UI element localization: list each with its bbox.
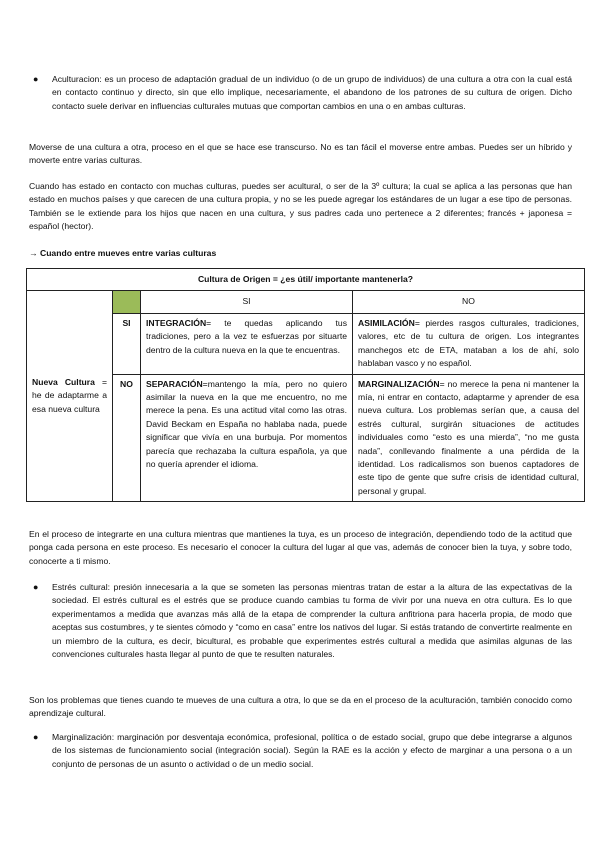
asimilacion-cell — [353, 314, 585, 375]
estres-cultural-paragraph: Estrés cultural: presión innecesaria a la que se someten las personas mientras tratan de estar a la altura de las expectativas de la sociedad. El estrés cultural es el estrés que se produce cuando cambias tu forma de vivir por una nueva en otra cultura. Es lo que experimentamos a medida que avanzas más allá de la etapa de comprender la cultura anfitriona para hacerla propia, de modo que aceptas sus costumbres, y te sientes cómodo y “como en casa” entre los nativos del lugar. Si estás tratando de convertirte realmente en un miembro de la cultura, es decir, bicultural, es probable que experimentes estrés cultural a medida que asimilas algunas de las convenciones culturales hasta llegar al punto de que te resulten naturales. — [52, 582, 572, 660]
row-label-rest: = he de adaptarme a esa nueva cultura — [32, 377, 108, 414]
row-no-label: NO — [113, 374, 141, 502]
moverse-paragraph: Moverse de una cultura a otra, proceso en el que se hace ese transcurso. No es tan fácil el moverse entre ambas. Puedes ser un híbrido y moverte entre varias culturas. — [29, 142, 572, 166]
green-corner-cell — [113, 291, 141, 314]
bullet-2-icon: ● — [33, 582, 39, 592]
marginalizacion-title: MARGINALIZACIÓN — [358, 378, 440, 389]
integracion-paragraph: En el proceso de integrarte en una cultura mientras que mantienes la tuya, es un proceso de integración, dependiendo todo de la actitud que ponga cada persona en este proceso. Es necesario el conocer la cultura del lugar al que vas, además de conocer bien la tuya, y sobre todo, conocerte a ti mismo. — [29, 529, 572, 566]
section-heading: → Cuando entre mueves entre varias culturas — [29, 248, 217, 258]
acculturation-table — [26, 268, 585, 502]
asimilacion-text: = pierdes rasgos culturales, tradiciones, valores, etc de tu cultura de origen. Los integrantes manchegos etc de ETA, mataban a los de ahí, solo hablaban vasco y no español. — [358, 318, 579, 369]
bullet-3-icon: ● — [33, 732, 39, 742]
integracion-title: INTEGRACIÓN — [146, 318, 207, 328]
table-header-row — [27, 269, 585, 291]
bullet-1-icon: ● — [33, 74, 39, 84]
marginalizacion-text: = no merece la pena ni mantener la mía, ni entrar en contacto, adaptarme y aprender de esa nueva cultura. Los problemas serían que, a causa del estrés cultural, surgirán situaciones de actitudes individuales como “esto es una mierda”, “no me gusta nada”, conllevando finalmente a una pérdida de la identidad. Los radicalismos son buenos captadores de este tipo de gente que sufre crisis de identidad cultural, personal y grupal. — [358, 378, 579, 496]
integracion-text: = te quedas aplicando tus tradiciones, pero a la vez te esfuerzas por situarte dentro de la cultura nueva en la que te encuentras. — [146, 318, 347, 355]
aculturacion-paragraph: Aculturacion: es un proceso de adaptación gradual de un individuo (o de un grupo de individuos) de una cultura a otra con la cual está en contacto continuo y directo, sin que ello implique, necesariamente, el abandono de los patrones de su cultura de origen. Dicho contacto suele derivar en influencias culturales mutuas que comportan cambios en una o en ambas culturas. — [52, 74, 572, 111]
row-label-cell — [27, 291, 113, 502]
marginalizacion-paragraph: Marginalización: marginación por desventaja económica, profesional, política o de estado social, grupo que debe integrarse a algunos de los sistemas de funcionamiento social (integración social). Según la RAE es la acción y efecto de marginar a una persona o a un conjunto de personas de un asunto o actividad o de un medio social. — [52, 732, 572, 769]
asimilacion-title: ASIMILACIÓN — [358, 318, 415, 328]
separacion-title: SEPARACIÓN — [146, 378, 203, 389]
integracion-cell — [141, 314, 353, 375]
acultural-paragraph: Cuando has estado en contacto con muchas culturas, puedes ser acultural, o ser de la 3º cultura; la cual se aplica a las personas que han estado en muchos países y que carecen de una cultura propia, y no se les puede agregar los estándares de un lugar a ese tipo de personas. También se le extiende para los hijos que nacen en una cultura, y sus padres cada uno pertenece a 2 diferentes; francés + japonesa = español (hector). — [29, 181, 572, 232]
marginalizacion-cell — [353, 374, 585, 502]
separacion-text: =mantengo la mía, pero no quiero asimilar la nueva en la que me encuentro, no me merece la pena. Es una actitud vital como las otras. David Beckam en España no hablaba nada, puede significar que vivía en una burbuja. Por momentos parecía que rechazaba la cultura española, ya que no quería aprender el idioma. — [146, 378, 347, 470]
separacion-cell — [141, 374, 353, 502]
col-no-header: NO — [353, 291, 585, 314]
table-header-cell: Cultura de Origen = ¿es útil/ importante mantenerla? — [27, 269, 585, 291]
table-column-row — [27, 291, 585, 314]
row-label-bold: Nueva Cultura — [32, 377, 95, 388]
row-si-label: SI — [113, 314, 141, 375]
problemas-paragraph: Son los problemas que tienes cuando te mueves de una cultura a otra, lo que se da en el proceso de la aculturación, también conocido como aprendizaje cultural. — [29, 695, 572, 719]
col-si-header: SI — [141, 291, 353, 314]
